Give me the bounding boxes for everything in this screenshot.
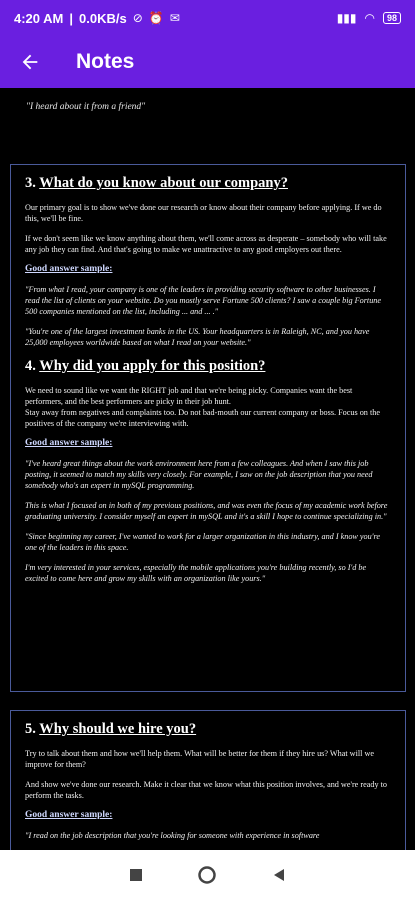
- section-3-paragraph: If we don't seem like we know anything about them, we'll come across as desperate – somebody who will take any job they can find. And that's going to make we unattractive to any good employers out there.: [25, 234, 387, 254]
- answer-sample: "I've heard great things about the work environment here from a few colleagues. And when I saw this job posting, it seemed to match my skills very closely. For example, I saw on the job description that you need somebody who's an expert in mySQL programming.: [25, 459, 373, 490]
- triangle-left-icon: [272, 868, 286, 882]
- answer-sample: "From what I read, your company is one of the leaders in providing security software to other businesses. I read the list of clients on your website. Do you mostly serve Fortune 500 clients? I saw a couple big Fortune 500 companies mentioned on the list, including ... and ... .": [25, 285, 382, 316]
- good-answer-label: Good answer sample:: [25, 264, 113, 274]
- app-bar: [0, 36, 415, 88]
- battery-icon: 98: [383, 12, 401, 24]
- signal-icon: ▮▮▮: [336, 11, 357, 25]
- answer-sample: "I read on the job description that you're looking for someone with experience in software: [25, 831, 320, 840]
- system-nav-bar: [0, 850, 415, 900]
- mute-icon: ⊘: [132, 11, 143, 25]
- circle-icon: [197, 865, 217, 885]
- previous-answer-text: "I heard about it from a friend": [26, 102, 146, 112]
- page-title: Notes: [76, 50, 135, 73]
- good-answer-label: Good answer sample:: [25, 810, 113, 820]
- section-4-paragraph: Stay away from negatives and complaints too. Do not bad-mouth our current company or boss. Focus on the positives of the company we're interviewing with.: [25, 408, 380, 428]
- answer-sample: "Since beginning my career, I've wanted to work for a larger organization in this industry, and I know you're one of the leaders in this space.: [25, 532, 381, 552]
- status-time: 4:20 AM: [14, 10, 64, 26]
- note-card-section-5: [10, 710, 406, 850]
- section-4-title: 4. Why did you apply for this position?: [25, 358, 266, 374]
- recents-button[interactable]: [121, 860, 151, 890]
- section-4-paragraph: We need to sound like we want the RIGHT job and that we're being picky. Companies want the best performers, and the best performers are picky in their job hunt.: [25, 386, 353, 406]
- arrow-left-icon: [19, 51, 41, 73]
- note-card-sections-3-4: [10, 164, 406, 692]
- status-bar: 4:20 AM | 0.0KB/s ⊘ ⏰ ✉ ▮▮▮ ◠ 98: [0, 0, 415, 36]
- answer-sample: I'm very interested in your services, especially the mobile applications you're building recently, so I'd be excited to come here and grow my skills with an organization like yours.": [25, 563, 367, 583]
- section-5-paragraph: And show we've done our research. Make it clear that we know what this position involves, and we're ready to perform the tasks.: [25, 780, 387, 800]
- wifi-icon: ◠: [364, 11, 375, 25]
- section-5-paragraph: Try to talk about them and how we'll help them. What will be better for them if they hire us? What will we improve for them?: [25, 749, 374, 769]
- back-button[interactable]: [0, 36, 60, 88]
- good-answer-label: Good answer sample:: [25, 438, 113, 448]
- answer-sample: "You're one of the largest investment banks in the US. Your headquarters is in Raleigh, NC, and you have 25,000 employees worldwide based on what I read on your website.": [25, 327, 370, 347]
- square-icon: [129, 868, 143, 882]
- mail-icon: ✉: [169, 11, 180, 25]
- status-network-speed: 0.0KB/s: [79, 10, 127, 26]
- notes-content[interactable]: [0, 88, 415, 850]
- section-3-paragraph: Our primary goal is to show we've done our research or know about their company before applying. If we do this, we'll be fine.: [25, 203, 382, 223]
- section-5-title: 5. Why should we hire you?: [25, 721, 197, 737]
- home-button[interactable]: [192, 860, 222, 890]
- back-nav-button[interactable]: [264, 860, 294, 890]
- section-3-title: 3. What do you know about our company?: [25, 175, 288, 191]
- alarm-icon: ⏰: [148, 11, 164, 25]
- answer-sample: This is what I focused on in both of my previous positions, and was even the focus of my academic work before graduating university. I consider myself an expert in mySQL and it's a skill I hope to continue specializing in.": [25, 501, 388, 521]
